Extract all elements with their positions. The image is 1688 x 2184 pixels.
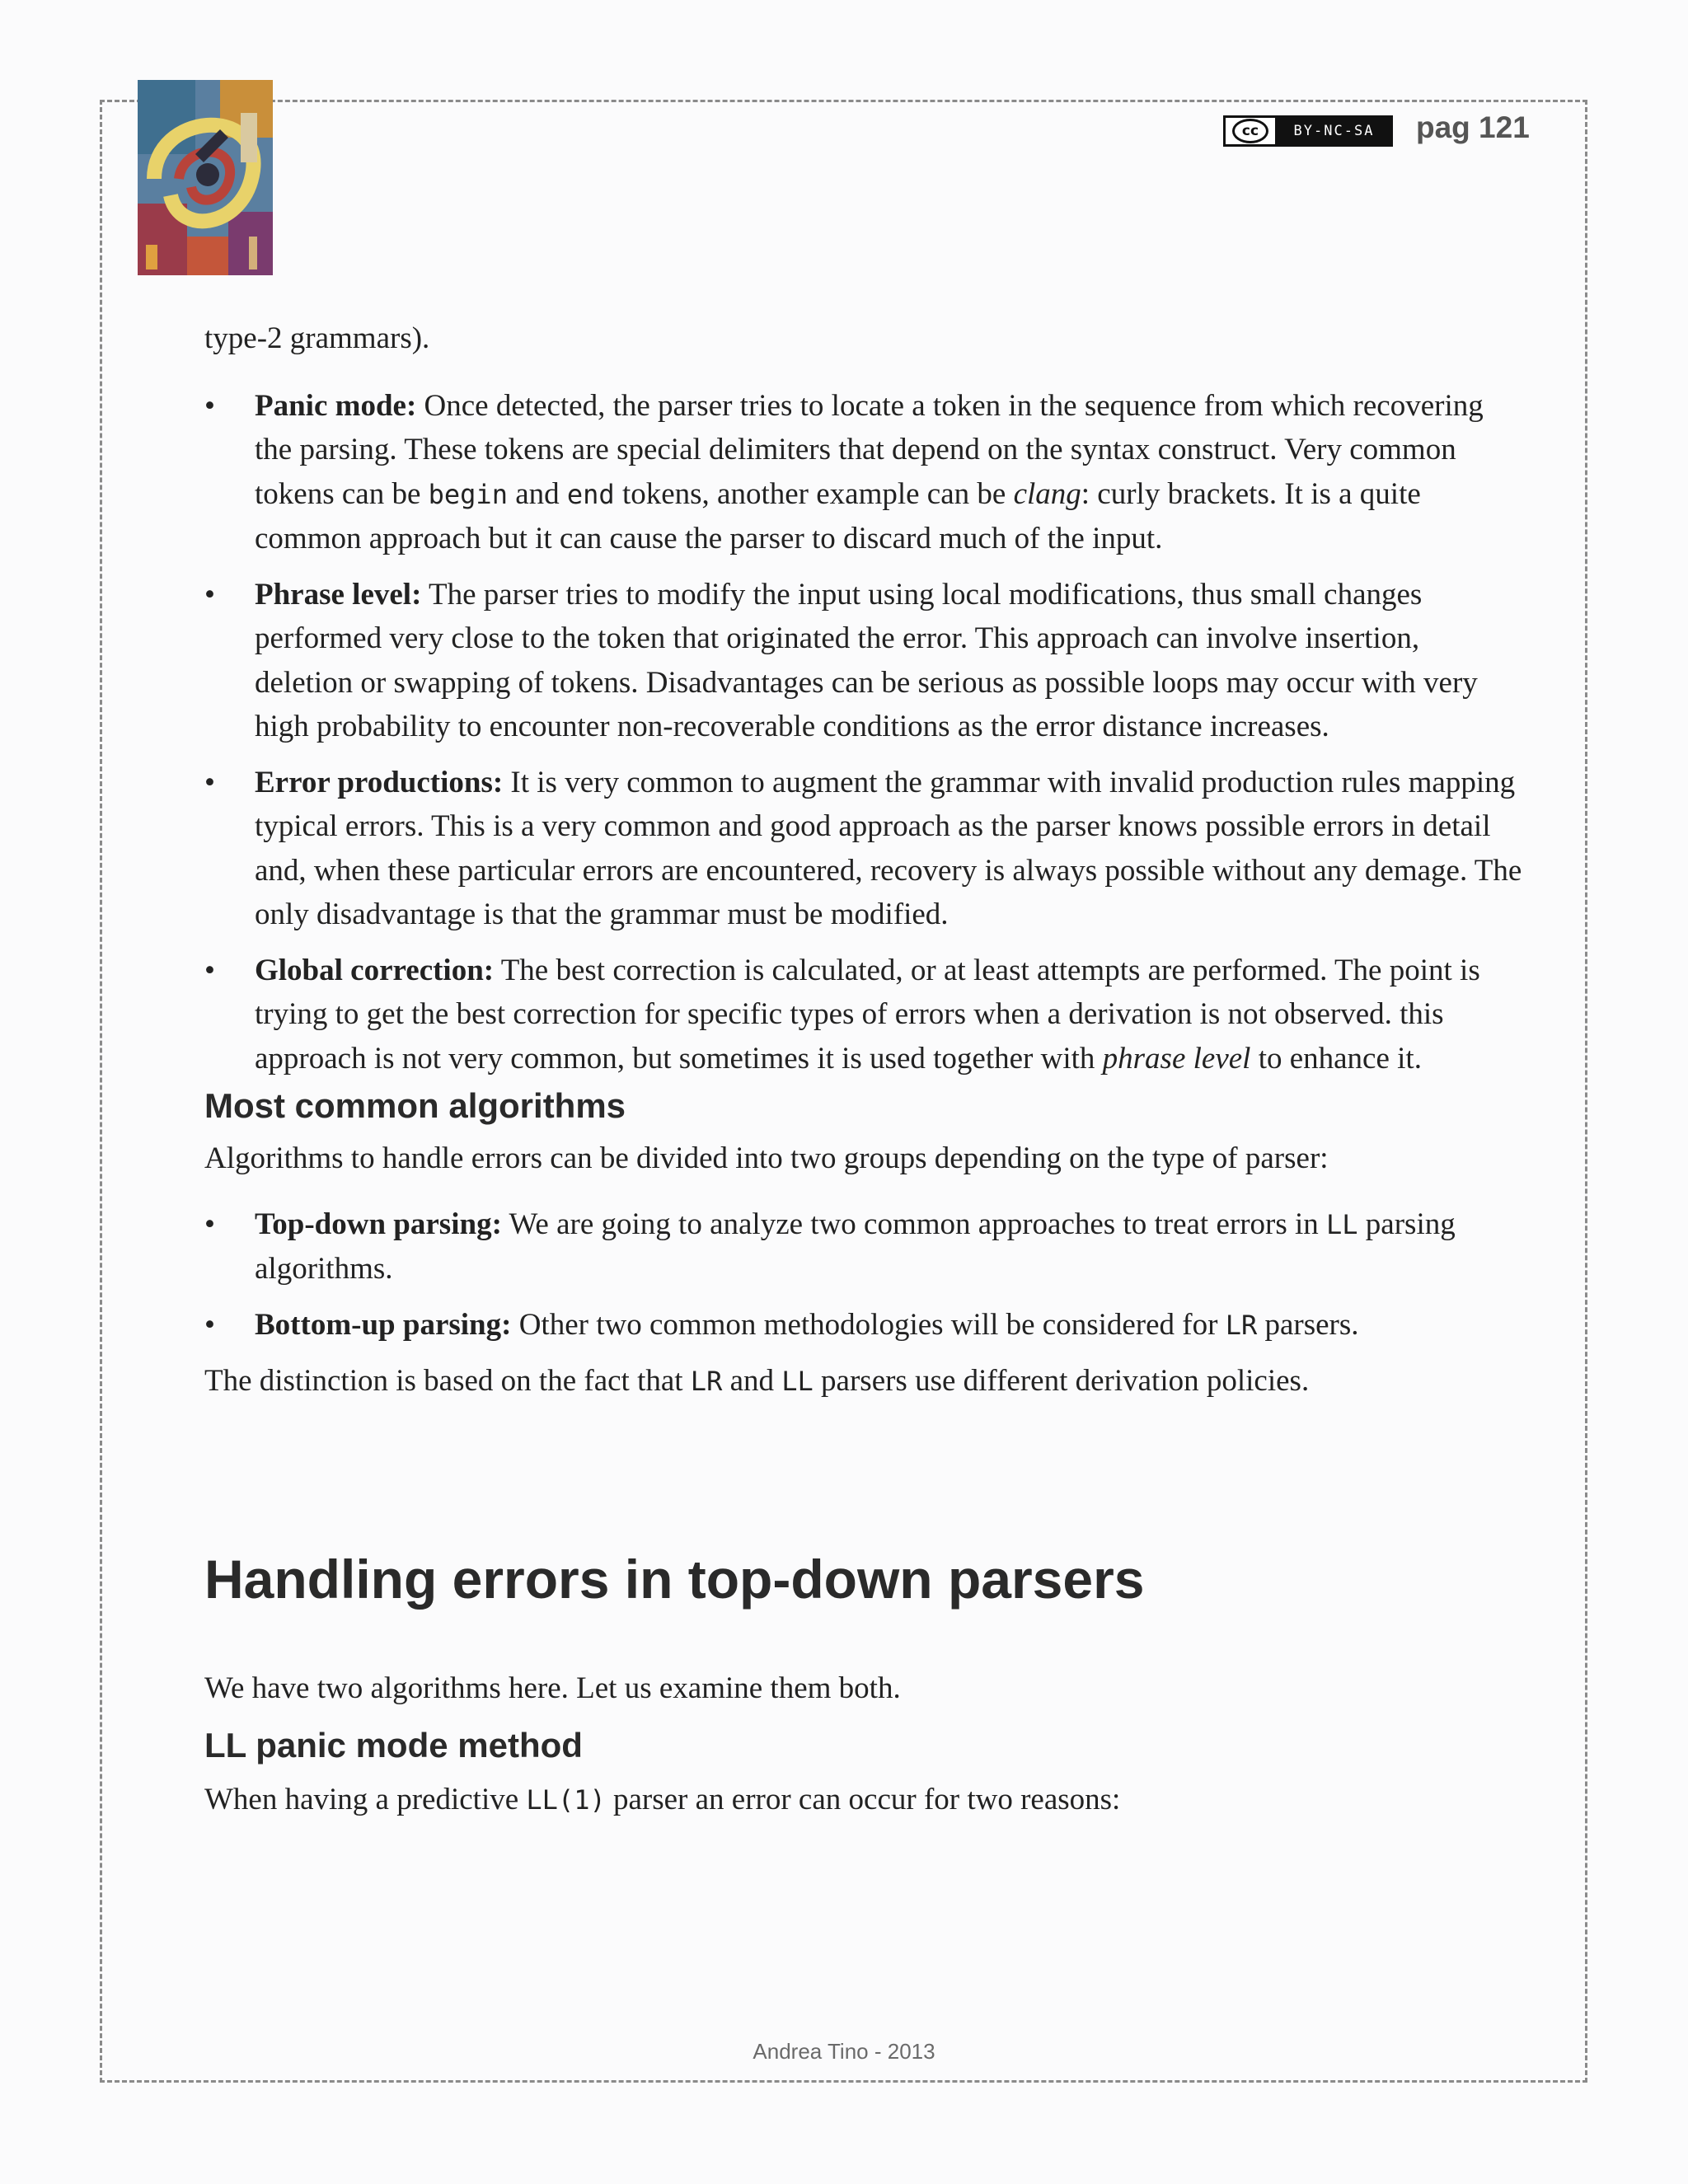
bullet-icon: • xyxy=(204,765,215,799)
footer-author: Andrea Tino - 2013 xyxy=(753,2039,935,2064)
code-token: LR xyxy=(1225,1309,1258,1341)
cc-license-badge xyxy=(1223,115,1393,147)
bullet-icon: • xyxy=(204,388,215,423)
algorithms-intro: Algorithms to handle errors can be divided into two groups depending on the type of parser: xyxy=(204,1141,1329,1175)
group-list xyxy=(204,1202,1523,1348)
list-item xyxy=(204,384,1523,561)
cc-icon: cc xyxy=(1226,118,1278,144)
bullet-icon: • xyxy=(204,953,215,987)
list-item xyxy=(204,761,1523,937)
item-text: The best correction is calculated, or at least attempts are performed. The point is trying to get the best correction for specific types of errors when a derivation is not observed. this approach is not very common, but sometimes it is used together with xyxy=(255,953,1480,1076)
bullet-icon: • xyxy=(204,1207,215,1241)
item-text: It is very common to augment the grammar with invalid production rules mapping typical errors. This is a very common and good approach as the parser knows possible errors in detail and, when these particular errors are encountered, recovery is always possible without any demage. The only disadvantage is that the grammar must be modified. xyxy=(255,765,1522,931)
chapter-title: Handling errors in top-down parsers xyxy=(204,1548,1145,1610)
item-text: The parser tries to modify the input using local modifications, thus small changes performed very close to the token that originated the error. This approach can involve insertion, deletion or swapping of tokens. Disadvantages can be serious as possible loops may occur with very high probability to encounter non-recoverable conditions as the error distance increases. xyxy=(255,577,1478,743)
code-token: LR xyxy=(690,1366,723,1397)
book-cover-image xyxy=(138,80,273,275)
term-label: Panic mode: xyxy=(255,388,417,423)
list-item xyxy=(204,1202,1523,1291)
bullet-icon: • xyxy=(204,1307,215,1342)
list-item xyxy=(204,949,1523,1081)
code-token: LL xyxy=(1326,1208,1358,1240)
item-text: We are going to analyze two common approaches to treat errors in xyxy=(501,1207,1327,1241)
item-text: to enhance it. xyxy=(1250,1041,1422,1076)
item-text: tokens, another example can be xyxy=(614,476,1014,511)
code-token: LL(1) xyxy=(526,1784,606,1816)
code-token: end xyxy=(566,478,615,510)
ll-intro-paragraph: When having a predictive LL(1) parser an error can occur for two reasons: xyxy=(204,1783,1121,1816)
distinction-paragraph: The distinction is based on the fact that LR and LL parsers use different derivation policies. xyxy=(204,1364,1310,1398)
section-heading-ll-panic: LL panic mode method xyxy=(204,1726,583,1765)
italic-term: clang xyxy=(1013,476,1081,511)
code-token: begin xyxy=(428,478,508,510)
code-token: LL xyxy=(781,1366,814,1397)
page-number: pag 121 xyxy=(1416,110,1530,144)
license-label: BY-NC-SA xyxy=(1293,123,1375,139)
term-label: Error productions: xyxy=(255,765,504,799)
term-label: Bottom-up parsing: xyxy=(255,1307,512,1342)
section-heading-algorithms: Most common algorithms xyxy=(204,1086,626,1125)
item-text: : curly brackets. It is a quite common approach but it can cause the parser to discard much of the input. xyxy=(255,476,1421,555)
list-item xyxy=(204,1303,1523,1348)
chapter-intro: We have two algorithms here. Let us examine them both. xyxy=(204,1671,901,1705)
item-text: Once detected, the parser tries to locate a token in the sequence from which recovering the parsing. These tokens are special delimiters that depend on the syntax construct. Very common tokens can be xyxy=(255,388,1484,511)
item-text: and xyxy=(507,476,567,511)
item-text: Other two common methodologies will be considered for xyxy=(511,1307,1226,1342)
intro-fragment: type-2 grammars). xyxy=(204,321,430,355)
term-label: Phrase level: xyxy=(255,577,422,612)
list-item xyxy=(204,573,1523,749)
strategy-list xyxy=(204,384,1523,1081)
item-text: parsing algorithms. xyxy=(255,1207,1456,1286)
item-text: parsers. xyxy=(1257,1307,1359,1342)
bullet-icon: • xyxy=(204,577,215,612)
term-label: Global correction: xyxy=(255,953,495,987)
italic-term: phrase level xyxy=(1102,1041,1251,1076)
term-label: Top-down parsing: xyxy=(255,1207,502,1241)
page-content xyxy=(204,316,1523,1823)
